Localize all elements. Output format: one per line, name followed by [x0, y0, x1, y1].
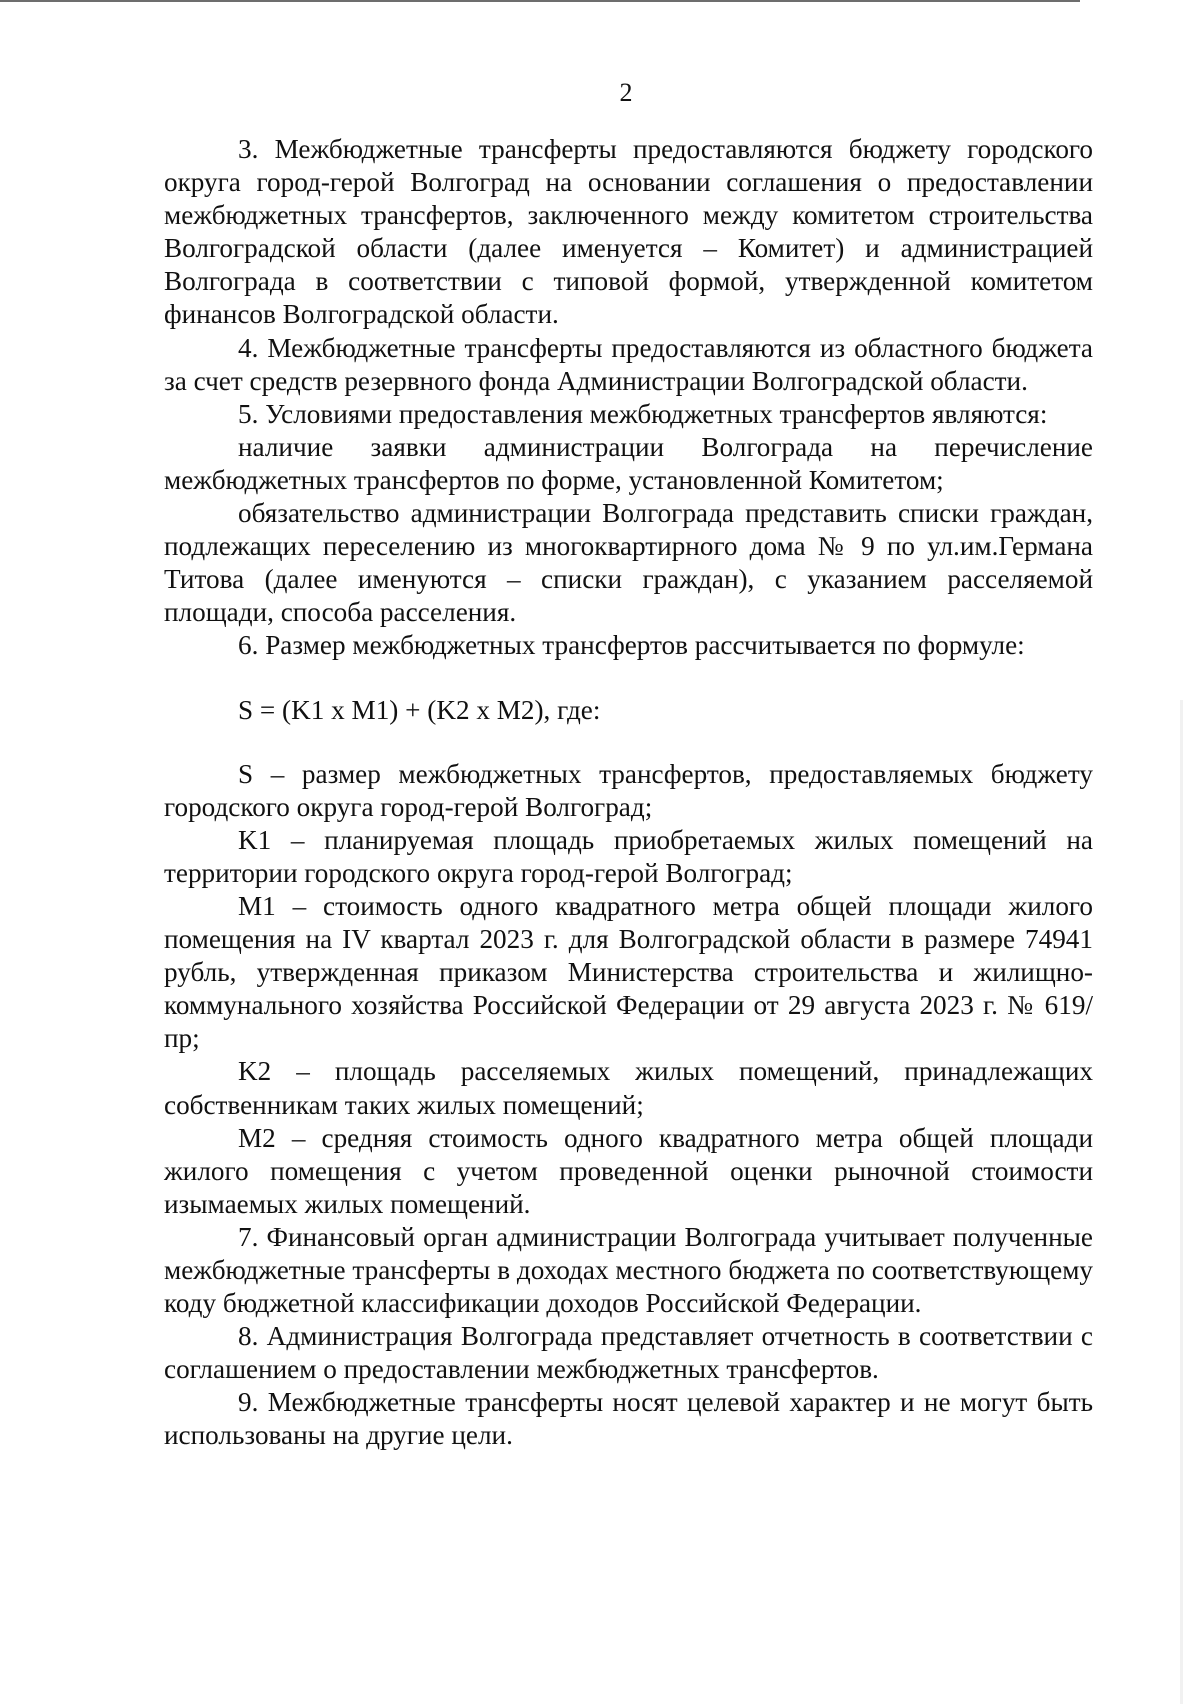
page-number: 2 — [619, 78, 633, 107]
definition-k1: K1 – планируемая площадь приобретаемых жилых помещений на территории городского округа город-герой Волгоград; — [164, 824, 1093, 888]
definition-m2: M2 – средняя стоимость одного квадратного метра общей площади жилого помещения с учетом проведенной оценки рыночной стоимости изымаемых жилых помещений. — [164, 1122, 1093, 1219]
definition-s: S – размер межбюджетных трансфертов, предоставляемых бюджету городского округа город-герой Волгоград; — [164, 758, 1093, 822]
paragraph-6: 6. Размер межбюджетных трансфертов рассчитывается по формуле: — [238, 630, 1025, 661]
paragraph-5: 5. Условиями предоставления межбюджетных трансфертов являются: — [238, 398, 1048, 429]
definition-m1: M1 – стоимость одного квадратного метра общей площади жилого помещения на IV квартал 2023 г. для Волгоградской области в размере 74941 рубль, утвержденная приказом Министерства строительства и жилищно-коммунального хозяйства Российской Федерации от 29 августа 2023 г. № 619/пр; — [164, 890, 1093, 1054]
definition-k2: K2 – площадь расселяемых жилых помещений, принадлежащих собственникам таких жилых помещений; — [164, 1056, 1093, 1120]
paragraph-3: 3. Межбюджетные трансферты предоставляются бюджету городского округа город-герой Волгоград на основании соглашения о предоставлении межбюджетных трансфертов, заключенного между комитетом строительства Волгоградской области (далее именуется – Комитет) и администрацией Волгограда в соответствии с типовой формой, утвержденной комитетом финансов Волгоградской области. — [164, 134, 1093, 330]
condition-application: наличие заявки администрации Волгограда на перечисление межбюджетных трансфертов по форме, установленной Комитетом; — [164, 431, 1093, 495]
scan-top-border — [0, 0, 1080, 2]
paragraph-9: 9. Межбюджетные трансферты носят целевой характер и не могут быть использованы на другие цели. — [164, 1387, 1093, 1451]
paragraph-7: 7. Финансовый орган администрации Волгограда учитывает полученные межбюджетные трансферты в доходах местного бюджета по соответствующему коду бюджетной классификации доходов Российской Федерации. — [164, 1221, 1093, 1319]
paragraph-4: 4. Межбюджетные трансферты предоставляются из областного бюджета за счет средств резервного фонда Администрации Волгоградской области. — [164, 332, 1093, 396]
paragraph-8: 8. Администрация Волгограда представляет отчетность в соответствии с соглашением о предоставлении межбюджетных трансфертов. — [164, 1321, 1093, 1385]
scan-right-border — [1180, 700, 1183, 1704]
formula: S = (K1 x M1) + (K2 x M2), где: — [238, 694, 601, 725]
condition-citizen-lists: обязательство администрации Волгограда представить списки граждан, подлежащих переселению из многоквартирного дома № 9 по ул.им.Германа Титова (далее именуются – списки граждан), с указанием расселяемой площади, способа расселения. — [164, 498, 1093, 628]
document-body — [164, 133, 1093, 1453]
